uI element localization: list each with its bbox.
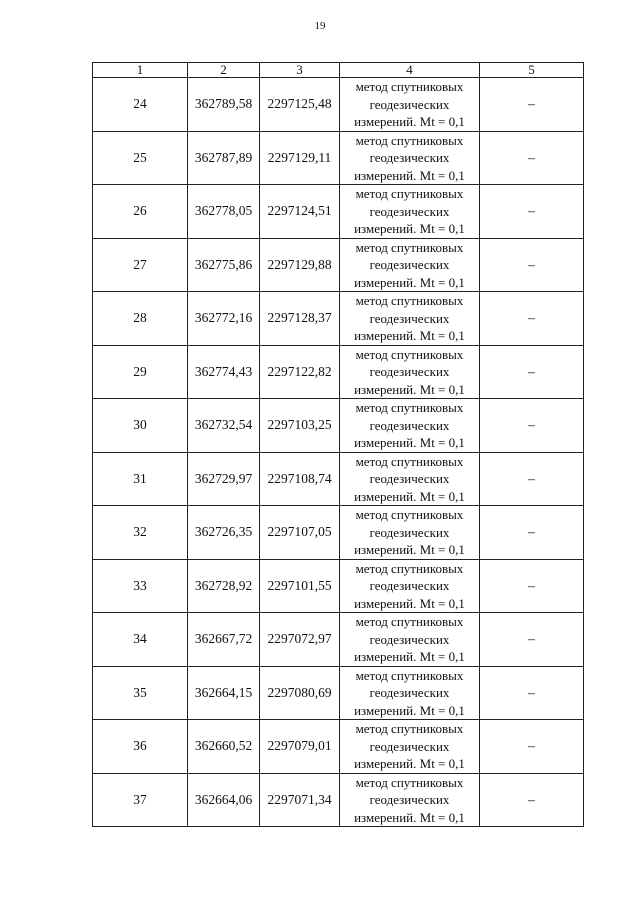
x-coordinate-cell: 362789,58	[188, 78, 260, 132]
method-line: измерений. Mt = 0,1	[354, 167, 465, 183]
method-line: метод спутниковых	[355, 346, 464, 362]
method-description-cell	[340, 666, 480, 720]
point-number-cell: 30	[93, 399, 188, 453]
method-line: геодезических	[369, 685, 450, 700]
method-line: геодезических	[369, 631, 450, 647]
method-line: геодезических	[369, 203, 450, 219]
note-cell: –	[480, 78, 584, 132]
x-coordinate-cell: 362667,72	[188, 613, 260, 667]
x-coordinate-cell: 362728,92	[188, 559, 260, 613]
table-row	[93, 666, 584, 720]
coordinates-table	[92, 62, 584, 827]
note-cell: –	[480, 452, 584, 506]
method-description-cell	[340, 613, 480, 667]
note-cell: –	[480, 506, 584, 560]
x-coordinate-cell: 362660,52	[188, 720, 260, 774]
table-row	[93, 613, 584, 667]
x-coordinate-cell: 362775,86	[188, 238, 260, 292]
method-line: измерений. Mt = 0,1	[354, 542, 465, 557]
column-header: 4	[340, 63, 480, 78]
method-line: измерений. Mt = 0,1	[354, 274, 465, 290]
table-row	[93, 78, 584, 132]
point-number-cell: 25	[93, 131, 188, 185]
method-line: метод спутниковых	[355, 721, 464, 736]
page-number: 19	[314, 20, 326, 32]
y-coordinate-cell: 2297101,55	[260, 559, 340, 613]
method-description-cell	[340, 720, 480, 774]
y-coordinate-cell: 2297129,88	[260, 238, 340, 292]
column-header: 1	[93, 63, 188, 78]
column-header: 2	[188, 63, 260, 78]
table-row	[93, 559, 584, 613]
y-coordinate-cell: 2297129,11	[260, 131, 340, 185]
y-coordinate-cell: 2297080,69	[260, 666, 340, 720]
x-coordinate-cell: 362664,06	[188, 773, 260, 827]
method-description-cell	[340, 452, 480, 506]
table-row	[93, 399, 584, 453]
y-coordinate-cell: 2297107,05	[260, 506, 340, 560]
table-row	[93, 452, 584, 506]
y-coordinate-cell: 2297103,25	[260, 399, 340, 453]
note-cell: –	[480, 399, 584, 453]
method-description-cell	[340, 345, 480, 399]
method-line: геодезических	[369, 738, 450, 754]
point-number-cell: 35	[93, 666, 188, 720]
method-line: измерений. Mt = 0,1	[354, 488, 465, 504]
note-cell: –	[480, 559, 584, 613]
method-line: метод спутниковых	[355, 186, 464, 201]
y-coordinate-cell: 2297072,97	[260, 613, 340, 667]
table-row	[93, 720, 584, 774]
method-line: измерений. Mt = 0,1	[354, 435, 465, 450]
note-cell: –	[480, 131, 584, 185]
x-coordinate-cell: 362664,15	[188, 666, 260, 720]
x-coordinate-cell: 362732,54	[188, 399, 260, 453]
point-number-cell: 24	[93, 78, 188, 132]
method-line: измерений. Mt = 0,1	[354, 702, 465, 718]
point-number-cell: 33	[93, 559, 188, 613]
method-line: метод спутниковых	[355, 453, 464, 469]
method-line: геодезических	[369, 524, 450, 540]
note-cell: –	[480, 292, 584, 346]
table-row	[93, 185, 584, 239]
point-number-cell: 36	[93, 720, 188, 774]
method-line: геодезических	[369, 471, 450, 486]
method-line: метод спутниковых	[355, 774, 464, 790]
point-number-cell: 37	[93, 773, 188, 827]
note-cell: –	[480, 613, 584, 667]
note-cell: –	[480, 720, 584, 774]
x-coordinate-cell: 362729,97	[188, 452, 260, 506]
point-number-cell: 31	[93, 452, 188, 506]
method-line: геодезических	[369, 417, 450, 433]
y-coordinate-cell: 2297128,37	[260, 292, 340, 346]
x-coordinate-cell: 362772,16	[188, 292, 260, 346]
y-coordinate-cell: 2297122,82	[260, 345, 340, 399]
table-body	[93, 63, 584, 827]
method-line: метод спутниковых	[355, 507, 464, 522]
table-header-row	[93, 63, 584, 78]
x-coordinate-cell: 362726,35	[188, 506, 260, 560]
method-line: геодезических	[369, 578, 450, 593]
note-cell: –	[480, 773, 584, 827]
method-description-cell	[340, 292, 480, 346]
method-description-cell	[340, 773, 480, 827]
method-line: измерений. Mt = 0,1	[354, 221, 465, 236]
method-line: метод спутниковых	[355, 560, 464, 576]
method-line: геодезических	[369, 257, 450, 272]
point-number-cell: 34	[93, 613, 188, 667]
table-row	[93, 506, 584, 560]
method-description-cell	[340, 399, 480, 453]
method-description-cell	[340, 559, 480, 613]
note-cell: –	[480, 666, 584, 720]
table-row	[93, 238, 584, 292]
method-line: геодезических	[369, 364, 450, 379]
method-line: геодезических	[369, 150, 450, 165]
method-line: измерений. Mt = 0,1	[354, 595, 465, 611]
y-coordinate-cell: 2297108,74	[260, 452, 340, 506]
y-coordinate-cell: 2297071,34	[260, 773, 340, 827]
y-coordinate-cell: 2297124,51	[260, 185, 340, 239]
x-coordinate-cell: 362787,89	[188, 131, 260, 185]
table-row	[93, 131, 584, 185]
method-line: измерений. Mt = 0,1	[354, 114, 465, 129]
point-number-cell: 32	[93, 506, 188, 560]
note-cell: –	[480, 185, 584, 239]
table-row	[93, 292, 584, 346]
method-line: метод спутниковых	[355, 239, 464, 255]
method-line: метод спутниковых	[355, 79, 464, 94]
method-line: геодезических	[369, 792, 450, 807]
y-coordinate-cell: 2297079,01	[260, 720, 340, 774]
x-coordinate-cell: 362774,43	[188, 345, 260, 399]
method-description-cell	[340, 131, 480, 185]
method-description-cell	[340, 185, 480, 239]
method-line: метод спутниковых	[355, 400, 464, 415]
column-header: 3	[260, 63, 340, 78]
point-number-cell: 27	[93, 238, 188, 292]
column-header: 5	[480, 63, 584, 78]
method-description-cell	[340, 78, 480, 132]
method-line: геодезических	[369, 310, 450, 326]
method-line: метод спутниковых	[355, 667, 464, 683]
table-row	[93, 773, 584, 827]
method-description-cell	[340, 238, 480, 292]
note-cell: –	[480, 238, 584, 292]
note-cell: –	[480, 345, 584, 399]
x-coordinate-cell: 362778,05	[188, 185, 260, 239]
y-coordinate-cell: 2297125,48	[260, 78, 340, 132]
method-line: измерений. Mt = 0,1	[354, 809, 465, 825]
method-line: метод спутниковых	[355, 132, 464, 148]
table-row	[93, 345, 584, 399]
method-line: измерений. Mt = 0,1	[354, 381, 465, 397]
method-description-cell	[340, 506, 480, 560]
method-line: метод спутниковых	[355, 293, 464, 308]
method-line: метод спутниковых	[355, 614, 464, 629]
method-line: геодезических	[369, 96, 450, 112]
method-line: измерений. Mt = 0,1	[354, 756, 465, 771]
method-line: измерений. Mt = 0,1	[354, 328, 465, 343]
point-number-cell: 29	[93, 345, 188, 399]
point-number-cell: 28	[93, 292, 188, 346]
method-line: измерений. Mt = 0,1	[354, 649, 465, 664]
point-number-cell: 26	[93, 185, 188, 239]
